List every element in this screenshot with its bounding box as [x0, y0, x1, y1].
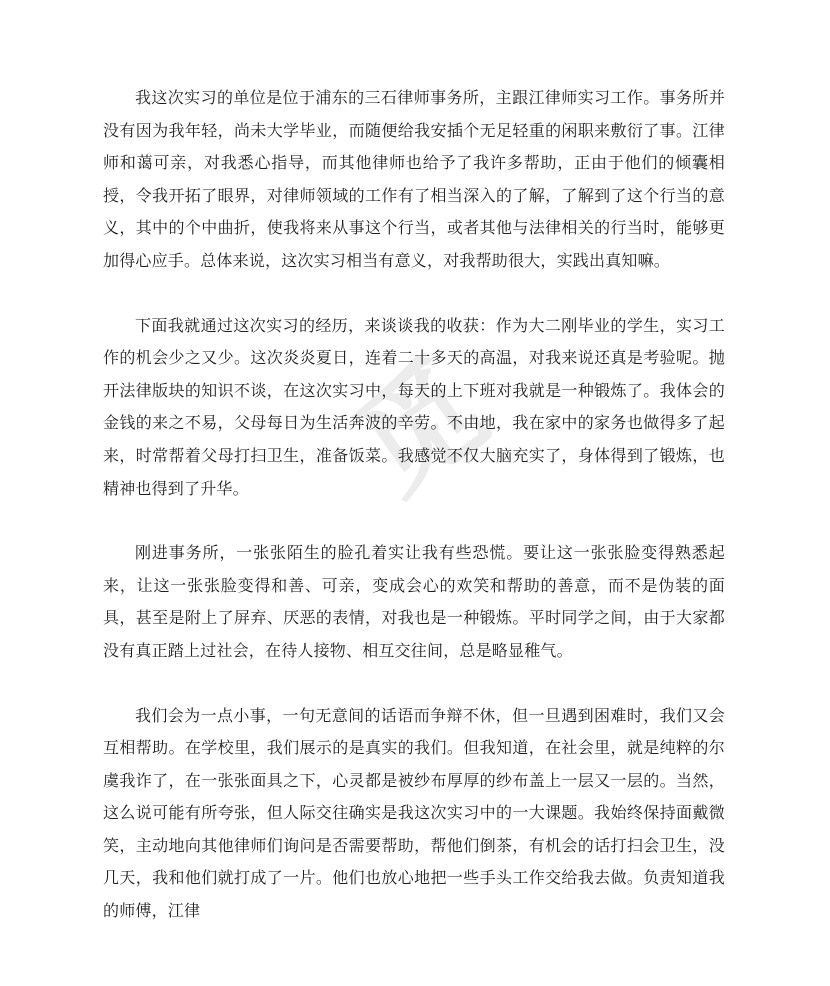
- document-body: [103, 82, 725, 960]
- paragraph-2: 下面我就通过这次实习的经历，来谈谈我的收获：作为大二刚毕业的学生，实习工作的机会少之又少。这次炎炎夏日，连着二十多天的高温，对我来说还真是考验呢。抛开法律版块的知识不谈，在这次实习中，每天的上下班对我就是一种锻炼了。我体会的金钱的来之不易，父母每日为生活奔波的辛劳。不由地，我在家中的家务也做得多了起来，时常帮着父母打扫卫生，准备饭菜。我感觉不仅大脑充实了，身体得到了锻炼，也精神也得到了升华。: [103, 315, 725, 498]
- watermark: 觅: [332, 337, 511, 520]
- paragraph-3: 刚进事务所，一张张陌生的脸孔着实让我有些恐慌。要让这一张张脸变得熟悉起来，让这一张张脸变得和善、可亲，变成会心的欢笑和帮助的善意，而不是伪装的面具，甚至是附上了屏弃、厌恶的表情，对我也是一种锻炼。平时同学之间，由于大家都没有真正踏上过社会，在待人接物、相互交往间，总是略显稚气。: [103, 543, 725, 660]
- paragraph-1: 我这次实习的单位是位于浦东的三石律师事务所，主跟江律师实习工作。事务所并没有因为我年轻，尚未大学毕业，而随便给我安插个无足轻重的闲职来敷衍了事。江律师和蔼可亲，对我悉心指导，而其他律师也给予了我许多帮助，正由于他们的倾囊相授，令我开拓了眼界，对律师领域的工作有了相当深入的了解，了解到了这个行当的意义，其中的个中曲折，使我将来从事这个行当，或者其他与法律相关的行当时，能够更加得心应手。总体来说，这次实习相当有意义，对我帮助很大，实践出真知嘛。: [103, 88, 725, 270]
- paragraph-4: 我们会为一点小事，一句无意间的话语而争辩不休，但一旦遇到困难时，我们又会互相帮助。在学校里，我们展示的是真实的我们。但我知道，在社会里，就是纯粹的尔虞我诈了，在一张张面具之下，心灵都是被纱布厚厚的纱布盖上一层又一层的。当然，这么说可能有所夸张，但人际交往确实是我这次实习中的一大课题。我始终保持面戴微笑，主动地向其他律师们询问是否需要帮助，帮他们倒茶，有机会的话打扫会卫生，没几天，我和他们就打成了一片。他们也放心地把一些手头工作交给我去做。负责知道我的师傅，江律: [103, 705, 725, 921]
